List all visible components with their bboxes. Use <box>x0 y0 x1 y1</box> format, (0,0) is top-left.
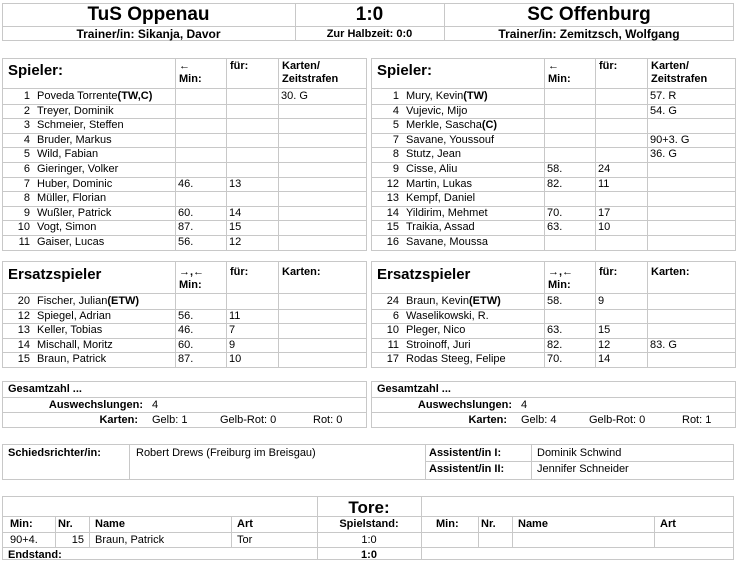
cards-total-label: Karten: <box>468 414 507 426</box>
sub-number: 24 <box>386 295 399 307</box>
sub-for: 13 <box>229 177 242 190</box>
sub-for: 10 <box>598 221 611 234</box>
grid-line <box>175 58 176 251</box>
sub-minute: 82. <box>547 338 563 351</box>
grid-line <box>55 516 56 547</box>
player-name: Vogt, Simon <box>37 221 97 234</box>
home-coach: Trainer/in: Sikanja, Davor <box>76 27 221 41</box>
player-number: 1 <box>392 90 399 102</box>
grid-line <box>2 532 734 533</box>
sub-min-header: Min: <box>179 279 202 291</box>
score: 1:0 <box>355 4 384 25</box>
min-arrow: ← <box>548 60 559 72</box>
player-name: Huber, Dominic <box>37 177 113 190</box>
grid-line <box>226 58 227 251</box>
cards-total-label: Karten: <box>99 414 138 426</box>
sub-name: Keller, Tobias <box>37 324 103 337</box>
final-score-label: Endstand: <box>8 549 62 561</box>
yellow-count: Gelb: 4 <box>521 414 557 426</box>
player-number: 8 <box>392 148 399 161</box>
sub-arrows: →,← <box>179 266 205 278</box>
player-name: Merkle, Sascha(C) <box>406 119 498 132</box>
totals-heading: Gesamtzahl ... <box>377 383 451 395</box>
fuer-header: für: <box>230 60 249 72</box>
sub-for: 15 <box>229 221 242 234</box>
player-name: Mury, Kevin(TW) <box>406 90 488 102</box>
substitutions-count: 4 <box>521 399 528 411</box>
grid-line <box>421 496 422 560</box>
grid-line <box>129 444 130 480</box>
sub-arrows: →,← <box>548 266 574 278</box>
grid-line <box>425 444 426 480</box>
assistant2-name: Jennifer Schneider <box>537 463 629 475</box>
sub-number: 12 <box>17 309 30 322</box>
goal-name-header: Name <box>95 518 125 530</box>
min-arrow: ← <box>179 60 190 72</box>
player-name: Treyer, Dominik <box>37 104 114 117</box>
grid-line <box>531 444 532 480</box>
player-name: Schmeier, Steffen <box>37 119 124 132</box>
sub-minute: 46. <box>178 324 194 337</box>
player-role-tag: (TW,C) <box>117 90 153 102</box>
player-number: 15 <box>386 221 399 234</box>
grid-line <box>2 397 367 398</box>
player-name: Cisse, Aliu <box>406 163 458 175</box>
players-heading: Spieler: <box>377 62 433 79</box>
halftime-score: Zur Halbzeit: 0:0 <box>326 28 413 40</box>
player-name: Wußler, Patrick <box>37 206 112 219</box>
goal-min-header: Min: <box>10 518 33 530</box>
sub-minute: 46. <box>178 177 194 190</box>
player-name: Savane, Youssouf <box>406 133 495 146</box>
cards-header-1: Karten/ <box>282 60 320 72</box>
sub-for: 9 <box>598 295 605 307</box>
sub-number: 11 <box>387 338 399 351</box>
player-number: 9 <box>392 163 399 175</box>
sub-minute: 70. <box>547 353 563 366</box>
player-number: 4 <box>392 104 399 117</box>
away-team-name: SC Offenburg <box>527 4 651 25</box>
sub-name: Rodas Steeg, Felipe <box>406 353 506 366</box>
player-name: Stutz, Jean <box>406 148 462 161</box>
goal-type: Tor <box>237 534 253 546</box>
sub-name: Pleger, Nico <box>406 324 466 337</box>
sub-number: 6 <box>392 309 399 322</box>
grid-line <box>278 58 279 251</box>
grid-line <box>478 516 479 547</box>
grid-line <box>2 88 367 89</box>
sub-for: 17 <box>598 206 611 219</box>
referee-label: Schiedsrichter/in: <box>8 447 101 459</box>
yellow-count: Gelb: 1 <box>152 414 188 426</box>
sub-for: 14 <box>229 206 242 219</box>
grid-line <box>89 516 90 547</box>
player-number: 2 <box>23 104 30 117</box>
referee-name: Robert Drews (Freiburg im Breisgau) <box>136 447 316 459</box>
player-role-tag: (ETW) <box>468 295 501 307</box>
grid-line <box>231 516 232 547</box>
grid-line <box>425 461 734 462</box>
player-number: 8 <box>23 192 30 205</box>
grid-line <box>371 88 736 89</box>
player-name: Vujevic, Mijo <box>406 104 468 117</box>
card-time: 57. R <box>650 90 677 102</box>
player-number: 14 <box>386 206 399 219</box>
grid-line <box>544 58 545 251</box>
assistant2-label: Assistent/in II: <box>429 463 505 475</box>
red-count: Rot: 1 <box>682 414 712 426</box>
away-coach: Trainer/in: Zemitzsch, Wolfgang <box>498 27 680 41</box>
sub-for: 12 <box>598 338 611 351</box>
player-name: Martin, Lukas <box>406 177 473 190</box>
player-role-tag: (ETW) <box>107 295 140 307</box>
sub-fuer-header: für: <box>230 266 249 278</box>
sub-name: Braun, Kevin(ETW) <box>406 295 501 307</box>
player-name: Savane, Moussa <box>406 236 488 248</box>
player-number: 16 <box>386 236 399 248</box>
sub-minute: 58. <box>547 163 563 175</box>
sub-for: 7 <box>229 324 236 337</box>
player-name: Poveda Torrente(TW,C) <box>37 90 153 102</box>
goal-name-header-right: Name <box>518 518 548 530</box>
sub-number: 14 <box>17 338 30 351</box>
card-time: 54. G <box>650 104 677 117</box>
sub-for: 11 <box>598 177 610 190</box>
goal-nr-header-right: Nr. <box>481 518 496 530</box>
player-name: Bruder, Markus <box>37 133 112 146</box>
player-number: 12 <box>386 177 399 190</box>
min-header: Min: <box>179 73 202 85</box>
player-name: Traikia, Assad <box>406 221 475 234</box>
player-role-tag: (TW) <box>463 90 488 102</box>
sub-number: 13 <box>17 324 30 337</box>
min-header: Min: <box>548 73 571 85</box>
player-name: Kempf, Daniel <box>406 192 476 205</box>
player-number: 5 <box>23 148 30 161</box>
sub-for: 24 <box>598 163 611 175</box>
grid-line <box>371 397 736 398</box>
sub-name: Stroinoff, Juri <box>406 338 471 351</box>
sub-minute: 56. <box>178 309 194 322</box>
substitutions-count: 4 <box>152 399 159 411</box>
red-count: Rot: 0 <box>313 414 343 426</box>
player-name: Gieringer, Volker <box>37 163 119 175</box>
sub-number: 15 <box>17 353 30 366</box>
sub-name: Braun, Patrick <box>37 353 107 366</box>
sub-minute: 63. <box>547 221 563 234</box>
goals-heading: Tore: <box>348 498 390 517</box>
sub-minute: 70. <box>547 206 563 219</box>
player-number: 3 <box>23 119 30 132</box>
player-number: 13 <box>386 192 399 205</box>
player-name: Yildirim, Mehmet <box>406 206 488 219</box>
sub-for: 11 <box>229 309 241 322</box>
player-number: 5 <box>392 119 399 132</box>
goal-minute: 90+4. <box>10 534 38 546</box>
cards-header-2: Zeitstrafen <box>651 73 708 85</box>
subs-heading: Ersatzspieler <box>8 266 102 283</box>
sub-minute: 56. <box>178 236 194 248</box>
sub-minute: 60. <box>178 338 194 351</box>
player-number: 7 <box>392 133 399 146</box>
sub-cards-header: Karten: <box>282 266 321 278</box>
goal-art-header-right: Art <box>660 518 676 530</box>
sub-name: Mischall, Moritz <box>37 338 113 351</box>
goal-player-name: Braun, Patrick <box>95 534 165 546</box>
sub-for: 9 <box>229 338 236 351</box>
assistant1-label: Assistent/in I: <box>429 447 502 459</box>
sub-minute: 58. <box>547 295 563 307</box>
totals-heading: Gesamtzahl ... <box>8 383 82 395</box>
goal-stand-header: Spielstand: <box>339 518 399 530</box>
final-score: 1:0 <box>361 549 377 561</box>
player-number: 4 <box>23 133 30 146</box>
player-role-tag: (C) <box>481 119 498 132</box>
card-time: 36. G <box>650 148 677 161</box>
substitutions-label: Auswechslungen: <box>417 399 512 411</box>
player-number: 1 <box>23 90 30 102</box>
goal-score: 1:0 <box>361 534 377 546</box>
subs-heading: Ersatzspieler <box>377 266 471 283</box>
grid-line <box>371 293 736 294</box>
players-heading: Spieler: <box>8 62 64 79</box>
grid-line <box>647 58 648 251</box>
goal-nr-header: Nr. <box>58 518 73 530</box>
sub-minute: 60. <box>178 206 194 219</box>
sub-minute: 87. <box>178 353 194 366</box>
sub-number: 20 <box>17 295 30 307</box>
grid-line <box>2 412 367 413</box>
cards-header-1: Karten/ <box>651 60 689 72</box>
player-number: 6 <box>23 163 30 175</box>
sub-fuer-header: für: <box>599 266 618 278</box>
card-time: 30. G <box>281 90 308 102</box>
player-number: 10 <box>17 221 30 234</box>
sub-cards-header: Karten: <box>651 266 690 278</box>
home-team-name: TuS Oppenau <box>87 4 210 25</box>
sub-number: 10 <box>386 324 399 337</box>
sub-min-header: Min: <box>548 279 571 291</box>
substitutions-label: Auswechslungen: <box>48 399 143 411</box>
cards-header-2: Zeitstrafen <box>282 73 339 85</box>
sub-for: 14 <box>598 353 611 366</box>
grid-line <box>512 516 513 547</box>
grid-line <box>2 547 734 548</box>
sub-name: Spiegel, Adrian <box>37 309 111 322</box>
goal-player-number: 15 <box>71 534 84 546</box>
player-name: Gaiser, Lucas <box>37 236 105 248</box>
player-number: 9 <box>23 206 30 219</box>
player-name: Wild, Fabian <box>37 148 99 161</box>
fuer-header: für: <box>599 60 618 72</box>
sub-number: 17 <box>386 353 399 366</box>
sub-name: Fischer, Julian(ETW) <box>37 295 140 307</box>
grid-line <box>654 516 655 547</box>
goal-min-header-right: Min: <box>436 518 459 530</box>
card-time: 90+3. G <box>650 133 690 146</box>
sub-for: 12 <box>229 236 242 248</box>
assistant1-name: Dominik Schwind <box>537 447 622 459</box>
grid-line <box>371 412 736 413</box>
goal-art-header: Art <box>237 518 253 530</box>
sub-minute: 63. <box>547 324 563 337</box>
player-name: Müller, Florian <box>37 192 107 205</box>
sub-minute: 87. <box>178 221 194 234</box>
sub-card: 83. G <box>650 338 677 351</box>
grid-line <box>2 293 367 294</box>
yellowred-count: Gelb-Rot: 0 <box>589 414 646 426</box>
grid-line <box>595 58 596 251</box>
sub-for: 15 <box>598 324 611 337</box>
sub-for: 10 <box>229 353 242 366</box>
sub-minute: 82. <box>547 177 563 190</box>
yellowred-count: Gelb-Rot: 0 <box>220 414 277 426</box>
player-number: 11 <box>18 236 30 248</box>
sub-name: Waselikowski, R. <box>406 309 489 322</box>
player-number: 7 <box>23 177 30 190</box>
